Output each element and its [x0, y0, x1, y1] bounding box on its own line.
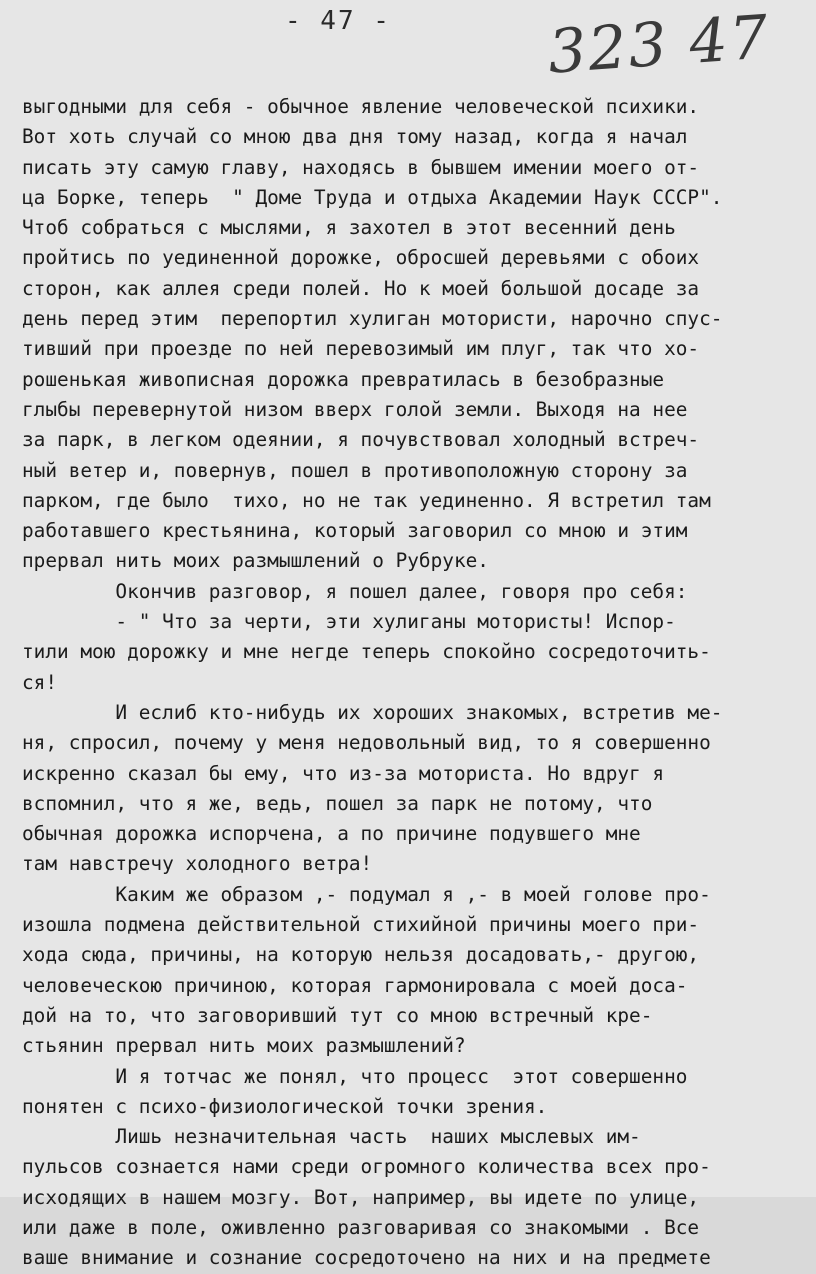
text-line: выгодными для себя - обычное явление человеческой психики.: [22, 95, 700, 118]
body-text: [22, 92, 812, 1274]
text-line: понятен с психо-физиологической точки зрения.: [22, 1094, 548, 1118]
text-line: ный ветер и, повернув, пошел в противоположную сторону за: [22, 458, 688, 482]
text-line: ца Борке, теперь " Доме Труда и отдыха Академии Наук СССР".: [22, 185, 723, 209]
handwritten-archive-number: 323 47: [545, 2, 773, 88]
text-line: дой на то, что заговоривший тут со мною встречный кре-: [22, 1003, 653, 1027]
text-line: прервал нить моих размышлений о Рубруке.: [22, 549, 489, 573]
text-line: глыбы перевернутой низом вверх голой земли. Выходя на нее: [22, 397, 688, 421]
text-line: ваше внимание и сознание сосредоточено на них и на предмете: [22, 1246, 711, 1270]
text-line: И я тотчас же понял, что процесс этот совершенно: [22, 1064, 688, 1088]
text-line: человеческою причиною, которая гармонировала с моей доса-: [22, 973, 688, 997]
text-line: ся!: [22, 670, 58, 694]
text-line: Чтоб собраться с мыслями, я захотел в этот весенний день: [22, 216, 676, 240]
text-line: Вот хоть случай со мною два дня тому назад, когда я начал: [22, 125, 688, 149]
text-line: пульсов сознается нами среди огромного количества всех про-: [22, 1155, 711, 1179]
text-line: Окончив разговор, я пошел далее, говоря про себя:: [22, 579, 688, 603]
text-line: там навстречу холодного ветра!: [22, 852, 373, 876]
text-line: Каким же образом ,- подумал я ,- в моей голове про-: [22, 882, 711, 906]
text-line: писать эту самую главу, находясь в бывшем имении моего от-: [22, 155, 700, 179]
text-line: или даже в поле, оживленно разговаривая со знакомыми . Все: [22, 1215, 700, 1239]
text-line: парком, где было тихо, но не так уединенно. Я встретил там: [22, 488, 711, 512]
text-line: искренно сказал бы ему, что из-за моториста. Но вдруг я: [22, 761, 665, 785]
text-line: стьянин прервал нить моих размышлений?: [22, 1034, 466, 1058]
text-line: сторон, как аллея среди полей. Но к моей большой досаде за: [22, 276, 700, 300]
text-line: изошла подмена действительной стихийной причины моего при-: [22, 913, 700, 937]
text-line: Лишь незначительная часть наших мыслевых им-: [22, 1125, 641, 1149]
text-line: пройтись по уединенной дорожке, обросшей деревьями с обоих: [22, 246, 700, 270]
text-line: ня, спросил, почему у меня недовольный вид, то я совершенно: [22, 731, 711, 755]
text-line: вспомнил, что я же, ведь, пошел за парк не потому, что: [22, 791, 653, 815]
text-line: работавшего крестьянина, который заговорил со мною и этим: [22, 519, 688, 543]
text-line: за парк, в легком одеянии, я почувствовал холодный встреч-: [22, 428, 700, 452]
text-line: тивший при проезде по ней перевозимый им плуг, так что хо-: [22, 337, 700, 361]
text-line: И еслиб кто-нибудь их хороших знакомых, встретив ме-: [22, 700, 723, 724]
text-line: рошенькая живописная дорожка превратилась в безобразные: [22, 367, 665, 391]
text-line: - " Что за черти, эти хулиганы мотористы! Испор-: [22, 610, 676, 634]
text-line: исходящих в нашем мозгу. Вот, например, вы идете по улице,: [22, 1185, 700, 1209]
text-line: день перед этим перепортил хулиган мотористи, нарочно спус-: [22, 307, 723, 331]
page-number: - 47 -: [285, 6, 391, 36]
text-line: хода сюда, причины, на которую нельзя досадовать,- другою,: [22, 943, 700, 967]
text-line: обычная дорожка испорчена, а по причине подувшего мне: [22, 822, 641, 846]
text-line: тили мою дорожку и мне негде теперь спокойно сосредоточить-: [22, 640, 711, 664]
